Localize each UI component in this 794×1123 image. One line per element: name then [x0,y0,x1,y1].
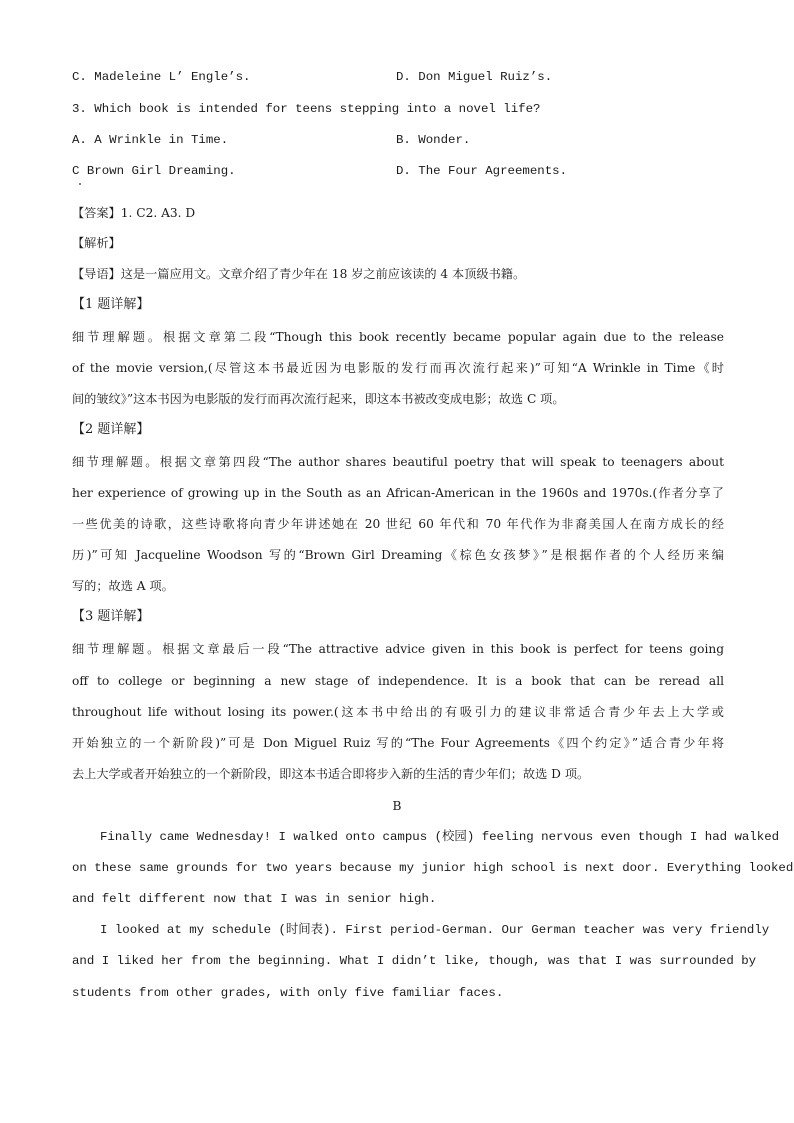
question-3-option-c: C Brown Girl Dreaming. [72,164,236,178]
q2-line: 写的；故选 A 项。 [72,579,174,593]
q2-heading: 【2 题详解】 [72,422,150,437]
q3-line: 开始独立的一个新阶段)”可是 Don Miguel Ruiz 写的“The Four Agreements《四个约定》”适合青少年将 [72,736,724,750]
stray-mark [79,183,81,185]
passage-line: and I liked her from the beginning. What I didn’t like, though, was that I was surrounded by [72,954,757,968]
q2-line: 历)”可知 Jacqueline Woodson 写的“Brown Girl Dreaming《棕色女孩梦》”是根据作者的个人经历来编 [72,548,724,562]
passage-line: on these same grounds for two years because my junior high school is next door. Everything looked [72,861,794,875]
section-b-heading: B [392,799,402,813]
q1-line: 间的皱纹》”这本书因为电影版的发行而再次流行起来，即这本书被改变成电影；故选 C 项。 [72,392,565,406]
analysis-label: 【解析】 [72,236,121,250]
q1-line: 细节理解题。根据文章第二段“Though this book recently became popular again due to the release [72,330,724,344]
question-3: 3. Which book is intended for teens stepping into a novel life? [72,102,541,116]
q3-heading: 【3 题详解】 [72,609,150,624]
question-3-option-a: A. A Wrinkle in Time. [72,133,229,147]
q2-line: 细节理解题。根据文章第四段“The author shares beautiful poetry that will speak to teenagers about [72,455,724,469]
q2-line: 一些优美的诗歌，这些诗歌将向青少年讲述她在 20 世纪 60 年代和 70 年代作为非裔美国人在南方成长的经 [72,517,724,531]
option-d: D. Don Miguel Ruiz’s. [396,70,553,84]
intro-line: 【导语】这是一篇应用文。文章介绍了青少年在 18 岁之前应该读的 4 本顶级书籍。 [72,267,526,281]
question-3-option-b: B. Wonder. [396,133,471,147]
question-3-option-d: D. The Four Agreements. [396,164,568,178]
q1-heading: 【1 题详解】 [72,297,150,312]
q2-line: her experience of growing up in the South as an African-American in the 1960s and 1970s.(作者分享了 [72,486,724,500]
passage-line: I looked at my schedule (时间表). First period-German. Our German teacher was very friendly [100,923,770,937]
q3-line: off to college or beginning a new stage of independence. It is a book that can be reread all [72,674,724,688]
passage-line: and felt different now that I was in senior high. [72,892,437,906]
passage-line: Finally came Wednesday! I walked onto campus (校园) feeling nervous even though I had walked [100,830,780,844]
q3-line: throughout life without losing its power.(这本书中给出的有吸引力的建议非常适合青少年去上大学或 [72,705,724,719]
q3-line: 细节理解题。根据文章最后一段“The attractive advice given in this book is perfect for teens going [72,642,724,656]
answer-line: 【答案】1. C2. A3. D [72,206,196,220]
passage-line: students from other grades, with only five familiar faces. [72,986,504,1000]
option-c: C. Madeleine L’ Engle’s. [72,70,251,84]
q1-line: of the movie version,(尽管这本书最近因为电影版的发行而再次流行起来)”可知“A Wrinkle in Time《时 [72,361,724,375]
q3-line: 去上大学或者开始独立的一个新阶段，即这本书适合即将步入新的生活的青少年们；故选 D 项。 [72,767,590,781]
